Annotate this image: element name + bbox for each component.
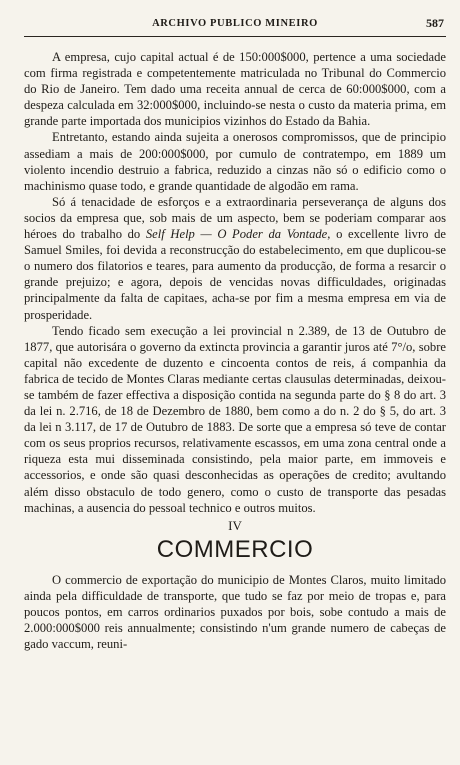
paragraph-2: Entretanto, estando ainda sujeita a onerosos compromissos, que de principio assediam a mais de 200:000$000, por cumulo de contratempo, em 1889 um violento incendio destruio a fabrica, reduzido a cinzas não só o edificio como o machinismo quase todo, e grande quantidade de algodão em rama. (24, 130, 446, 193)
paragraph-4: Tendo ficado sem execução a lei provincial n 2.389, de 13 de Outubro de 1877, que autorisára o governo da extincta provincia a garantir juros até 7°/o, sobre capital não excedente de duzento e cincoenta contos de reis, á companhia da fabrica de tecido de Montes Claras mediante certas clausulas determinadas, deixou-se também de fazer effectiva a disposição contida na segunda parte do § 8 do art. 3 da lei n. 2.716, de 18 de Dezembro de 1880, bem como a do n. 2 do § 5, do art. 3 da lei n 3.117, de 17 de Outubro de 1883. De sorte que a empresa só teve de contar com os seus proprios recursos, relativamente escassos, em uma zona central onde a riqueza esta mui disseminada consistindo, pela maior parte, em immoveis e accessorios, e onde são quasi desconhecidas as operações de credito; avultando além disso obstaculo de todo genero, como o custo de transporte das pesadas machinas, a ausencia do pessoal technico e outros muitos. (24, 323, 446, 515)
page-number: 587 (426, 16, 444, 30)
section-title: COMMERCIO (156, 535, 314, 563)
paragraph-3-text-a: Só á tenacidade de esforços e a extraordinaria perseverança de alguns dos socios da empresa que, sob mais de um aspecto, bem se poderiam comparar aos héroes do trabalho do (24, 194, 446, 242)
paragraph-5: O commercio de exportação do municipio de Montes Claros, muito limitado ainda pela difficuldade de transporte, que tudo se faz por meio de tropas e, para poucos pontos, em carros ordinarios puxados por bois, sobe contudo a mais de 2.000:000$000 reis annualmente; consistindo n'um grande numero de cabeças de gado vaccum, reuni- (24, 572, 446, 652)
page-body (24, 49, 446, 652)
section-number: IV (228, 517, 242, 533)
page-header (24, 14, 446, 32)
running-title: ARCHIVO PUBLICO MINEIRO (152, 18, 318, 29)
book-title: Self Help — O Poder da Vontade (145, 227, 328, 242)
paragraph-3 (24, 194, 446, 323)
paragraph-3-text-b: , o excellente livro de Samuel Smiles, foi devida a reconstrucção do estabelecimento, em que duplicou-se o numero dos filatorios e teares, para aumento da producção, de forma a resarcir o grande prejuizo; e agora, depois de vencidas novas difficuldades, originadas principalmente da falta de capitaes, acha-se por fim a mesma empresa em via de prosperidade. (24, 227, 446, 322)
paragraph-1: A empresa, cujo capital actual é de 150:000$000, pertence a uma sociedade com firma registrada e competentemente matriculada no Tribunal do Commercio do Rio de Janeiro. Tem dado uma receita annual de cerca de 60:000$000, com a despeza calculada em 32:000$000, incluindo-se nesta o custo da materia prima, em grande parte importada dos municipios vizinhos do Estado da Bahia. (24, 50, 446, 129)
header-rule (24, 36, 446, 37)
